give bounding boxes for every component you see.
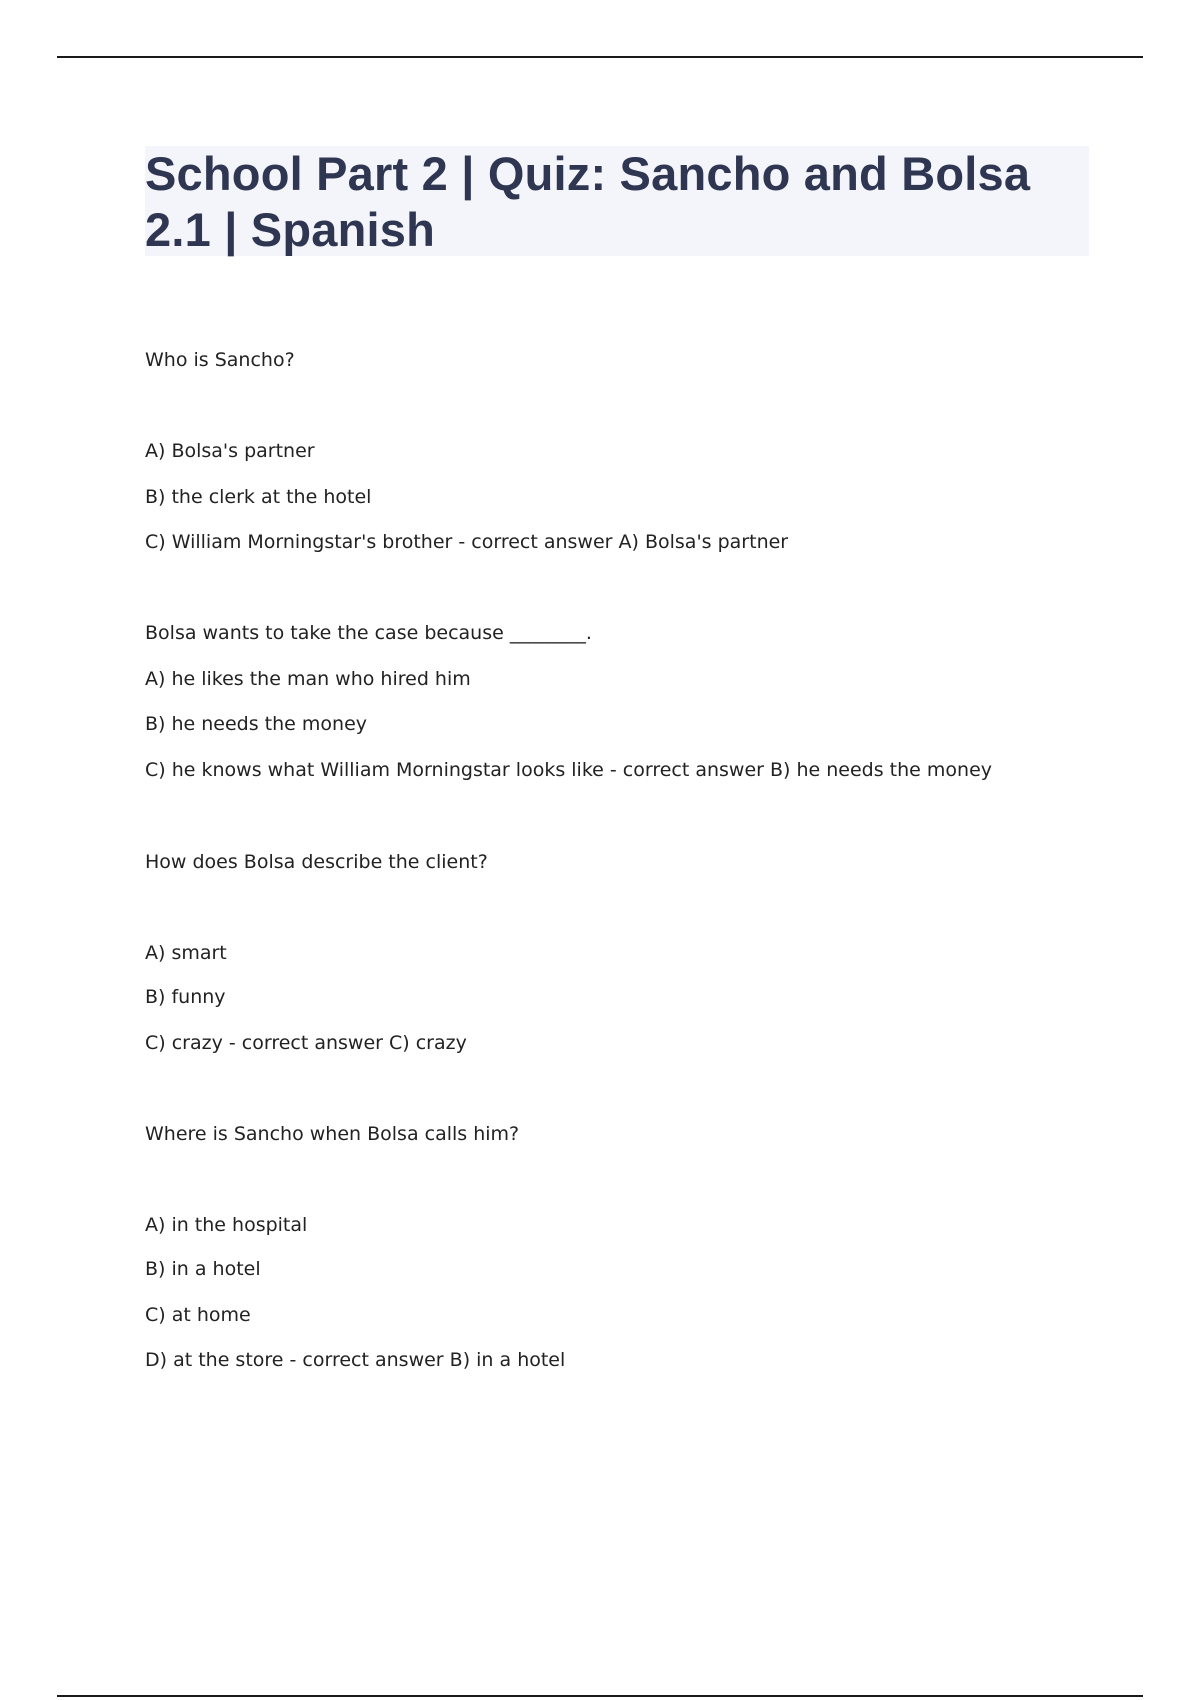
- answer-option: C) he knows what William Morningstar looks like - correct answer B) he needs the money: [145, 759, 993, 781]
- title-banner: [145, 146, 1089, 256]
- question-text: How does Bolsa describe the client?: [145, 851, 488, 873]
- question-text: Bolsa wants to take the case because ________.: [145, 622, 592, 644]
- question-text: Who is Sancho?: [145, 349, 295, 371]
- answer-option: B) funny: [145, 986, 226, 1008]
- answer-option: C) William Morningstar's brother - correct answer A) Bolsa's partner: [145, 531, 789, 553]
- answer-option: C) crazy - correct answer C) crazy: [145, 1032, 467, 1054]
- answer-option: A) smart: [145, 942, 227, 964]
- bottom-rule: [57, 1695, 1143, 1697]
- answer-option: B) the clerk at the hotel: [145, 486, 372, 508]
- answer-option: A) in the hospital: [145, 1214, 308, 1236]
- top-rule: [57, 56, 1143, 58]
- answer-option: A) he likes the man who hired him: [145, 668, 471, 690]
- answer-option: C) at home: [145, 1304, 251, 1326]
- question-text: Where is Sancho when Bolsa calls him?: [145, 1123, 520, 1145]
- answer-option: A) Bolsa's partner: [145, 440, 315, 462]
- answer-option: B) he needs the money: [145, 713, 368, 735]
- page-title: School Part 2 | Quiz: Sancho and Bolsa 2.1 | Spanish: [145, 147, 1031, 256]
- answer-option: B) in a hotel: [145, 1258, 261, 1280]
- answer-option: D) at the store - correct answer B) in a hotel: [145, 1349, 566, 1371]
